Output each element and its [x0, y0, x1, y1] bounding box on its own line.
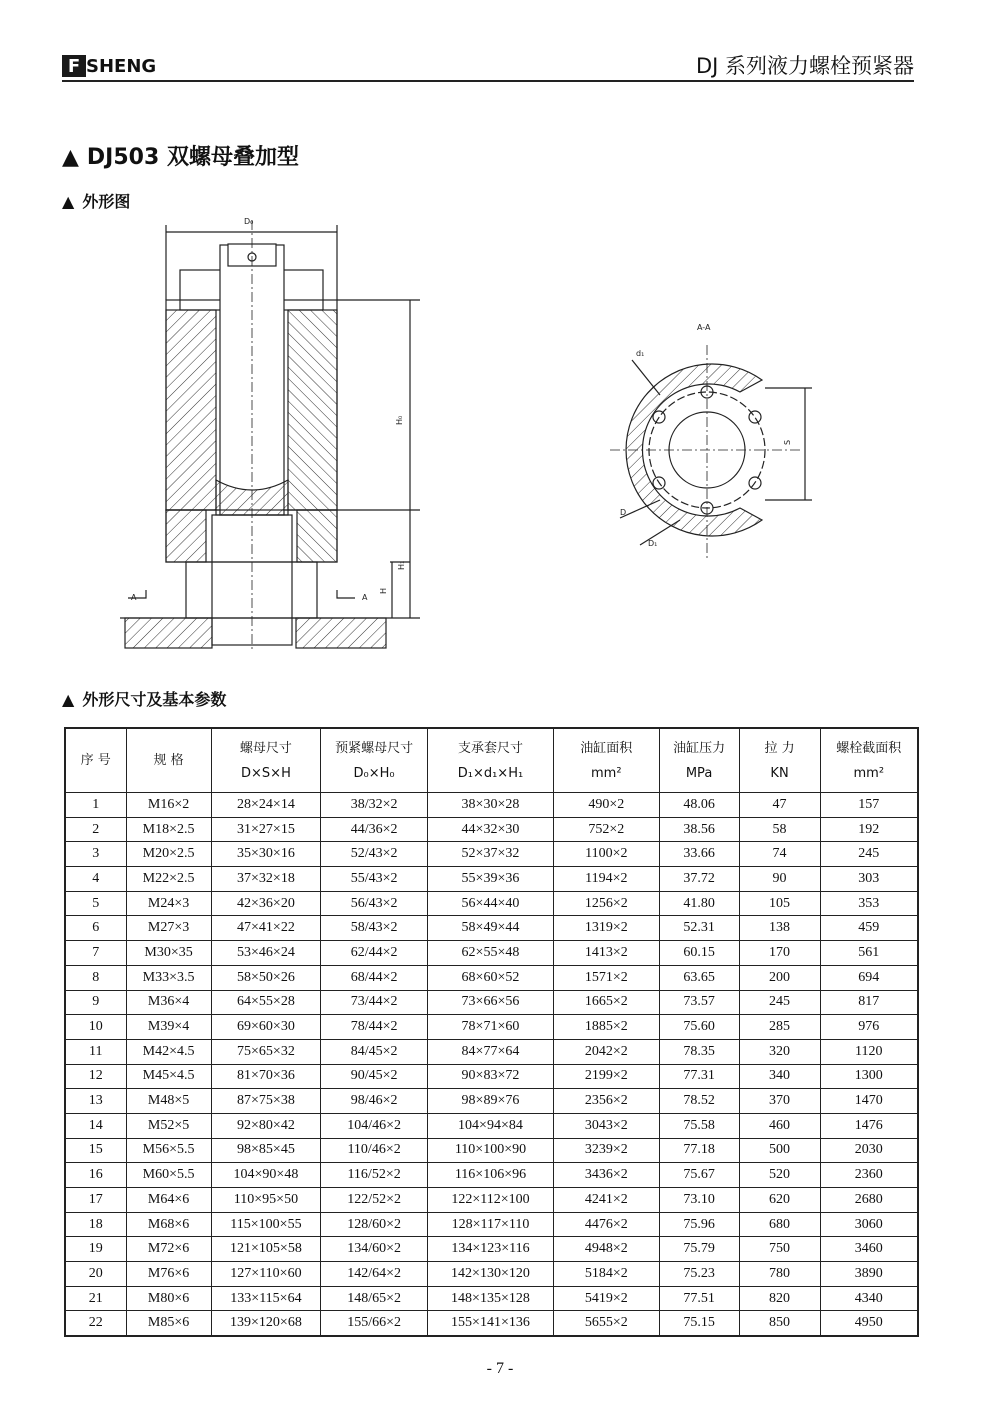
table-row: [65, 793, 918, 818]
table-cell: 1665×2: [554, 990, 660, 1015]
dim-d1-big-label: D₁: [648, 539, 658, 548]
elevation-view: [120, 220, 420, 650]
table-cell: M85×6: [126, 1311, 211, 1336]
table-cell: 64×55×28: [211, 990, 321, 1015]
table-cell: 52.31: [659, 916, 739, 941]
table-cell: 56/43×2: [321, 891, 428, 916]
dim-s-label: S: [783, 439, 792, 445]
table-cell: 15: [65, 1138, 126, 1163]
column-header: [739, 728, 820, 793]
table-cell: M60×5.5: [126, 1163, 211, 1188]
page-number: - 7 -: [486, 1360, 514, 1377]
column-header-line1: 规 格: [153, 753, 184, 768]
table-row: [65, 916, 918, 941]
table-cell: 148×135×128: [427, 1286, 553, 1311]
table-cell: 77.51: [659, 1286, 739, 1311]
table-cell: 121×105×58: [211, 1237, 321, 1262]
table-cell: 44×32×30: [427, 817, 553, 842]
table-cell: 3043×2: [554, 1113, 660, 1138]
table-cell: 155/66×2: [321, 1311, 428, 1336]
table-cell: M68×6: [126, 1212, 211, 1237]
table-cell: 353: [820, 891, 918, 916]
table-cell: 200: [739, 965, 820, 990]
table-cell: 2042×2: [554, 1039, 660, 1064]
table-cell: 41.80: [659, 891, 739, 916]
column-header: [126, 728, 211, 793]
table-cell: 11: [65, 1039, 126, 1064]
column-header-line1: 油缸面积: [580, 740, 633, 756]
table-cell: M22×2.5: [126, 867, 211, 892]
column-header-line2: mm²: [853, 765, 885, 781]
table-cell: 3460: [820, 1237, 918, 1262]
table-cell: 116/52×2: [321, 1163, 428, 1188]
table-cell: 139×120×68: [211, 1311, 321, 1336]
table-cell: M24×3: [126, 891, 211, 916]
table-cell: 58: [739, 817, 820, 842]
table-cell: 18: [65, 1212, 126, 1237]
table-cell: 58×50×26: [211, 965, 321, 990]
table-cell: 1885×2: [554, 1015, 660, 1040]
table-cell: 128×117×110: [427, 1212, 553, 1237]
table-cell: 110×95×50: [211, 1188, 321, 1213]
table-cell: 8: [65, 965, 126, 990]
table-cell: 58/43×2: [321, 916, 428, 941]
table-cell: 561: [820, 941, 918, 966]
table-cell: 170: [739, 941, 820, 966]
table-cell: 2199×2: [554, 1064, 660, 1089]
table-cell: 157: [820, 793, 918, 818]
column-header-line2: D×S×H: [241, 765, 291, 781]
table-cell: 55×39×36: [427, 867, 553, 892]
table-cell: 78.52: [659, 1089, 739, 1114]
table-row: [65, 1138, 918, 1163]
table-cell: 245: [820, 842, 918, 867]
table-cell: 5655×2: [554, 1311, 660, 1336]
table-cell: 1120: [820, 1039, 918, 1064]
column-header-line2: mm²: [591, 765, 622, 781]
table-cell: 75×65×32: [211, 1039, 321, 1064]
table-cell: 52×37×32: [427, 842, 553, 867]
table-row: [65, 1212, 918, 1237]
table-cell: 148/65×2: [321, 1286, 428, 1311]
triangle-marker-icon: ▲: [62, 690, 75, 709]
column-header-line1: 拉 力: [764, 740, 795, 756]
table-cell: 21: [65, 1286, 126, 1311]
table-cell: 68×60×52: [427, 965, 553, 990]
table-row: [65, 1089, 918, 1114]
table-cell: 75.79: [659, 1237, 739, 1262]
table-cell: 3060: [820, 1212, 918, 1237]
table-cell: 31×27×15: [211, 817, 321, 842]
table-cell: 5184×2: [554, 1262, 660, 1287]
table-cell: 3: [65, 842, 126, 867]
table-row: [65, 1237, 918, 1262]
table-cell: 750: [739, 1237, 820, 1262]
table-cell: 2: [65, 817, 126, 842]
table-row: [65, 1064, 918, 1089]
table-row: [65, 1039, 918, 1064]
table-cell: 460: [739, 1113, 820, 1138]
table-cell: 90/45×2: [321, 1064, 428, 1089]
table-cell: 73.10: [659, 1188, 739, 1213]
table-cell: 5: [65, 891, 126, 916]
table-cell: 9: [65, 990, 126, 1015]
table-cell: 104/46×2: [321, 1113, 428, 1138]
triangle-marker-icon: ▲: [62, 192, 75, 211]
table-cell: 142/64×2: [321, 1262, 428, 1287]
column-header-line1: 支承套尺寸: [457, 740, 523, 756]
triangle-marker-icon: ▲: [62, 145, 79, 170]
table-cell: 62×55×48: [427, 941, 553, 966]
table-cell: 38/32×2: [321, 793, 428, 818]
table-row: [65, 941, 918, 966]
table-cell: 370: [739, 1089, 820, 1114]
table-cell: 122/52×2: [321, 1188, 428, 1213]
table-cell: 1470: [820, 1089, 918, 1114]
table-cell: 2030: [820, 1138, 918, 1163]
table-row: [65, 1113, 918, 1138]
column-header-line2: D₀×H₀: [353, 765, 395, 781]
table-cell: M27×3: [126, 916, 211, 941]
table-cell: 38.56: [659, 817, 739, 842]
table-cell: 55/43×2: [321, 867, 428, 892]
table-cell: 817: [820, 990, 918, 1015]
table-cell: 1194×2: [554, 867, 660, 892]
drawing-heading-text: 外形图: [82, 192, 131, 211]
table-cell: 78×71×60: [427, 1015, 553, 1040]
table-cell: 245: [739, 990, 820, 1015]
table-cell: 58×49×44: [427, 916, 553, 941]
table-cell: 16: [65, 1163, 126, 1188]
table-row: [65, 891, 918, 916]
table-row: [65, 965, 918, 990]
table-cell: 17: [65, 1188, 126, 1213]
table-cell: 320: [739, 1039, 820, 1064]
column-header-line2: D₁×d₁×H₁: [457, 765, 524, 781]
table-cell: 75.60: [659, 1015, 739, 1040]
column-header: [211, 728, 321, 793]
params-heading-text: 外形尺寸及基本参数: [82, 690, 227, 709]
params-heading: [62, 687, 226, 710]
table-cell: 3436×2: [554, 1163, 660, 1188]
table-cell: 1: [65, 793, 126, 818]
table-cell: 3239×2: [554, 1138, 660, 1163]
table-cell: 69×60×30: [211, 1015, 321, 1040]
table-cell: 44/36×2: [321, 817, 428, 842]
table-cell: 122×112×100: [427, 1188, 553, 1213]
logo-mark: F: [62, 55, 86, 77]
table-cell: 4950: [820, 1311, 918, 1336]
table-cell: 98×89×76: [427, 1089, 553, 1114]
table-cell: 98/46×2: [321, 1089, 428, 1114]
column-header-line1: 螺母尺寸: [239, 740, 292, 756]
table-cell: 77.18: [659, 1138, 739, 1163]
column-header: [554, 728, 660, 793]
table-cell: 490×2: [554, 793, 660, 818]
table-cell: M20×2.5: [126, 842, 211, 867]
table-cell: 4241×2: [554, 1188, 660, 1213]
table-cell: 22: [65, 1311, 126, 1336]
table-cell: 53×46×24: [211, 941, 321, 966]
table-cell: 694: [820, 965, 918, 990]
table-cell: 1100×2: [554, 842, 660, 867]
table-cell: 10: [65, 1015, 126, 1040]
section-aa-label: A-A: [697, 323, 711, 332]
table-cell: 127×110×60: [211, 1262, 321, 1287]
table-cell: 75.15: [659, 1311, 739, 1336]
cut-a-left-label: A: [131, 593, 137, 602]
table-cell: 75.23: [659, 1262, 739, 1287]
table-cell: 75.58: [659, 1113, 739, 1138]
technical-drawing: [0, 0, 1000, 680]
table-cell: M45×4.5: [126, 1064, 211, 1089]
table-cell: 104×94×84: [427, 1113, 553, 1138]
table-cell: 752×2: [554, 817, 660, 842]
table-cell: 47×41×22: [211, 916, 321, 941]
column-header: [65, 728, 126, 793]
table-cell: 459: [820, 916, 918, 941]
table-cell: 6: [65, 916, 126, 941]
table-cell: M16×2: [126, 793, 211, 818]
dim-d0-label: D₀: [244, 217, 254, 226]
table-cell: 28×24×14: [211, 793, 321, 818]
table-cell: 4476×2: [554, 1212, 660, 1237]
table-cell: 142×130×120: [427, 1262, 553, 1287]
column-header-line1: 油缸压力: [673, 740, 726, 756]
table-cell: 976: [820, 1015, 918, 1040]
table-row: [65, 1311, 918, 1336]
section-title-text: DJ503 双螺母叠加型: [86, 145, 299, 170]
table-cell: 110×100×90: [427, 1138, 553, 1163]
dim-d-label: D: [620, 508, 627, 517]
table-cell: 87×75×38: [211, 1089, 321, 1114]
table-cell: 63.65: [659, 965, 739, 990]
table-cell: 47: [739, 793, 820, 818]
table-cell: 1476: [820, 1113, 918, 1138]
table-cell: 133×115×64: [211, 1286, 321, 1311]
column-header-line1: 序 号: [80, 753, 111, 768]
table-cell: 75.67: [659, 1163, 739, 1188]
table-cell: 74: [739, 842, 820, 867]
table-cell: 12: [65, 1064, 126, 1089]
table-cell: 155×141×136: [427, 1311, 553, 1336]
table-cell: 285: [739, 1015, 820, 1040]
table-cell: M72×6: [126, 1237, 211, 1262]
table-cell: 73.57: [659, 990, 739, 1015]
table-cell: 7: [65, 941, 126, 966]
table-cell: 134×123×116: [427, 1237, 553, 1262]
table-cell: 78.35: [659, 1039, 739, 1064]
table-cell: 520: [739, 1163, 820, 1188]
table-cell: 4: [65, 867, 126, 892]
table-cell: 90: [739, 867, 820, 892]
table-cell: 52/43×2: [321, 842, 428, 867]
table-cell: M18×2.5: [126, 817, 211, 842]
table-cell: 84×77×64: [427, 1039, 553, 1064]
table-cell: 138: [739, 916, 820, 941]
table-cell: 78/44×2: [321, 1015, 428, 1040]
table-cell: 1256×2: [554, 891, 660, 916]
table-cell: 20: [65, 1262, 126, 1287]
table-cell: 116×106×96: [427, 1163, 553, 1188]
table-cell: 680: [739, 1212, 820, 1237]
table-cell: 128/60×2: [321, 1212, 428, 1237]
logo-text: SHENG: [86, 55, 157, 77]
cut-a-right-label: A: [362, 593, 368, 602]
table-cell: 105: [739, 891, 820, 916]
table-cell: 73×66×56: [427, 990, 553, 1015]
section-aa-view: [610, 345, 812, 560]
table-cell: 60.15: [659, 941, 739, 966]
table-cell: 42×36×20: [211, 891, 321, 916]
table-cell: 620: [739, 1188, 820, 1213]
table-cell: 104×90×48: [211, 1163, 321, 1188]
table-cell: 98×85×45: [211, 1138, 321, 1163]
table-cell: 73/44×2: [321, 990, 428, 1015]
table-cell: 33.66: [659, 842, 739, 867]
table-cell: 1300: [820, 1064, 918, 1089]
column-header-line1: 螺栓截面积: [836, 740, 902, 756]
table-cell: M64×6: [126, 1188, 211, 1213]
table-cell: M30×35: [126, 941, 211, 966]
table-cell: 35×30×16: [211, 842, 321, 867]
table-cell: M36×4: [126, 990, 211, 1015]
table-cell: 1319×2: [554, 916, 660, 941]
table-cell: 77.31: [659, 1064, 739, 1089]
table-cell: 850: [739, 1311, 820, 1336]
table-cell: M80×6: [126, 1286, 211, 1311]
table-cell: 62/44×2: [321, 941, 428, 966]
table-cell: 68/44×2: [321, 965, 428, 990]
table-header-row: [65, 728, 918, 793]
table-cell: 48.06: [659, 793, 739, 818]
table-cell: M52×5: [126, 1113, 211, 1138]
table-cell: M76×6: [126, 1262, 211, 1287]
table-row: [65, 1163, 918, 1188]
table-cell: 192: [820, 817, 918, 842]
table-cell: 5419×2: [554, 1286, 660, 1311]
dim-d1-label: d₁: [636, 349, 645, 358]
table-cell: 2356×2: [554, 1089, 660, 1114]
table-cell: 780: [739, 1262, 820, 1287]
table-cell: M56×5.5: [126, 1138, 211, 1163]
column-header: [659, 728, 739, 793]
table-cell: 1571×2: [554, 965, 660, 990]
dim-h1-label: H₁: [397, 560, 406, 570]
parameters-table: [64, 727, 919, 1337]
table-cell: 500: [739, 1138, 820, 1163]
column-header-line2: KN: [770, 765, 789, 781]
table-cell: 4340: [820, 1286, 918, 1311]
table-cell: 134/60×2: [321, 1237, 428, 1262]
column-header-line1: 预紧螺母尺寸: [335, 740, 414, 756]
table-row: [65, 1286, 918, 1311]
table-row: [65, 817, 918, 842]
series-title: DJ 系列液力螺栓预紧器: [695, 54, 914, 78]
table-cell: 37×32×18: [211, 867, 321, 892]
column-header-line2: MPa: [685, 765, 713, 781]
table-cell: 81×70×36: [211, 1064, 321, 1089]
table-cell: 303: [820, 867, 918, 892]
table-cell: M48×5: [126, 1089, 211, 1114]
table-row: [65, 990, 918, 1015]
dim-h-label: H: [379, 587, 388, 594]
table-cell: 1413×2: [554, 941, 660, 966]
table-cell: 84/45×2: [321, 1039, 428, 1064]
table-cell: 56×44×40: [427, 891, 553, 916]
dim-h0-label: H₀: [395, 415, 404, 425]
column-header: [321, 728, 428, 793]
table-cell: 115×100×55: [211, 1212, 321, 1237]
table-cell: 2680: [820, 1188, 918, 1213]
table-cell: M39×4: [126, 1015, 211, 1040]
table-cell: 13: [65, 1089, 126, 1114]
table-cell: M33×3.5: [126, 965, 211, 990]
table-cell: 75.96: [659, 1212, 739, 1237]
table-row: [65, 1188, 918, 1213]
table-cell: 19: [65, 1237, 126, 1262]
column-header: [820, 728, 918, 793]
table-cell: 340: [739, 1064, 820, 1089]
table-row: [65, 1262, 918, 1287]
table-body: [65, 793, 918, 1337]
table-cell: 820: [739, 1286, 820, 1311]
table-cell: 90×83×72: [427, 1064, 553, 1089]
table-cell: 4948×2: [554, 1237, 660, 1262]
table-cell: 37.72: [659, 867, 739, 892]
table-cell: 14: [65, 1113, 126, 1138]
column-header: [427, 728, 553, 793]
table-cell: 38×30×28: [427, 793, 553, 818]
table-cell: 3890: [820, 1262, 918, 1287]
table-cell: 2360: [820, 1163, 918, 1188]
table-cell: M42×4.5: [126, 1039, 211, 1064]
table-row: [65, 1015, 918, 1040]
table-row: [65, 842, 918, 867]
table-cell: 92×80×42: [211, 1113, 321, 1138]
table-row: [65, 867, 918, 892]
table-cell: 110/46×2: [321, 1138, 428, 1163]
